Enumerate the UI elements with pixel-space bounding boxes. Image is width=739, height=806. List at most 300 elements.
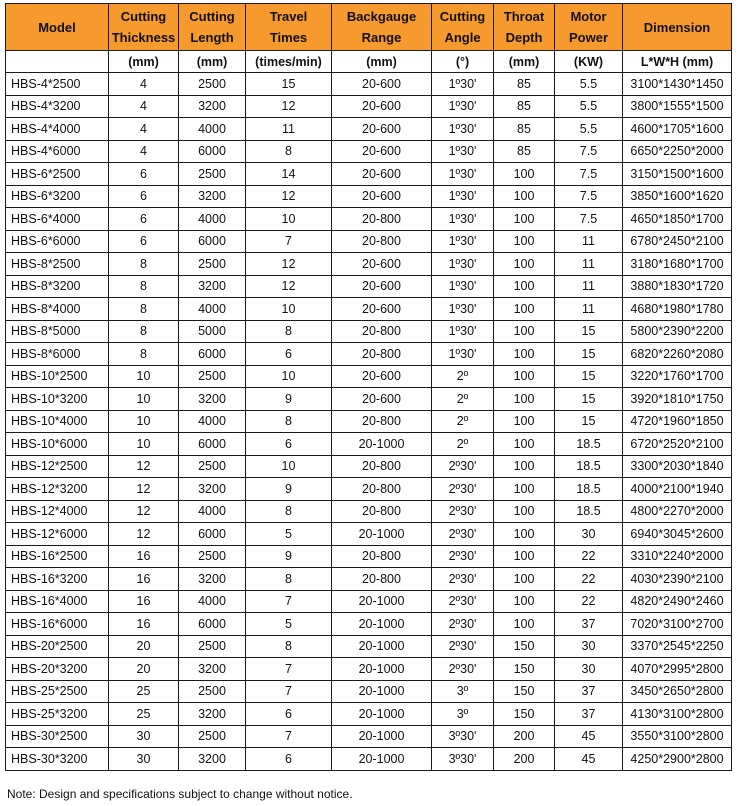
table-row — [6, 320, 732, 343]
unit-cell-backgauge: (mm) — [332, 51, 432, 73]
cell-throat: 85 — [494, 73, 555, 96]
table-row — [6, 73, 732, 96]
cell-throat: 150 — [494, 635, 555, 658]
cell-motor: 18.5 — [555, 500, 623, 523]
cell-length: 2500 — [179, 545, 246, 568]
cell-travel: 9 — [246, 388, 332, 411]
cell-length: 4000 — [179, 500, 246, 523]
cell-model: HBS-25*3200 — [6, 703, 109, 726]
cell-thickness: 16 — [109, 613, 179, 636]
table-row — [6, 680, 732, 703]
cell-travel: 7 — [246, 658, 332, 681]
cell-model: HBS-16*2500 — [6, 545, 109, 568]
cell-dimension: 3100*1430*1450 — [623, 73, 732, 96]
cell-dimension: 3550*3100*2800 — [623, 725, 732, 748]
cell-throat: 85 — [494, 95, 555, 118]
cell-model: HBS-30*3200 — [6, 748, 109, 771]
column-header-backgauge — [332, 4, 432, 51]
cell-backgauge: 20-800 — [332, 320, 432, 343]
cell-length: 3200 — [179, 748, 246, 771]
cell-dimension: 3310*2240*2000 — [623, 545, 732, 568]
cell-backgauge: 20-800 — [332, 455, 432, 478]
column-header-thickness — [109, 4, 179, 51]
cell-motor: 7.5 — [555, 208, 623, 231]
cell-model: HBS-4*6000 — [6, 140, 109, 163]
table-row — [6, 613, 732, 636]
cell-motor: 15 — [555, 343, 623, 366]
cell-dimension: 6940*3045*2600 — [623, 523, 732, 546]
cell-model: HBS-4*4000 — [6, 118, 109, 141]
cell-backgauge: 20-600 — [332, 298, 432, 321]
cell-backgauge: 20-600 — [332, 253, 432, 276]
cell-throat: 100 — [494, 275, 555, 298]
cell-model: HBS-8*2500 — [6, 253, 109, 276]
unit-cell-travel: (times/min) — [246, 51, 332, 73]
cell-backgauge: 20-1000 — [332, 680, 432, 703]
cell-length: 3200 — [179, 568, 246, 591]
cell-dimension: 4000*2100*1940 — [623, 478, 732, 501]
cell-thickness: 30 — [109, 725, 179, 748]
table-row — [6, 95, 732, 118]
cell-length: 6000 — [179, 613, 246, 636]
cell-angle: 2º — [432, 410, 494, 433]
table-row — [6, 275, 732, 298]
cell-travel: 14 — [246, 163, 332, 186]
cell-thickness: 6 — [109, 230, 179, 253]
cell-throat: 100 — [494, 298, 555, 321]
cell-motor: 22 — [555, 568, 623, 591]
table-row — [6, 523, 732, 546]
cell-motor: 7.5 — [555, 140, 623, 163]
cell-backgauge: 20-1000 — [332, 725, 432, 748]
cell-backgauge: 20-800 — [332, 343, 432, 366]
cell-travel: 8 — [246, 568, 332, 591]
cell-throat: 100 — [494, 163, 555, 186]
cell-travel: 7 — [246, 680, 332, 703]
column-header-line: Cutting — [120, 9, 167, 24]
cell-travel: 8 — [246, 410, 332, 433]
cell-throat: 85 — [494, 140, 555, 163]
cell-length: 3200 — [179, 658, 246, 681]
cell-dimension: 4650*1850*1700 — [623, 208, 732, 231]
cell-model: HBS-4*3200 — [6, 95, 109, 118]
cell-motor: 30 — [555, 635, 623, 658]
table-row — [6, 725, 732, 748]
cell-backgauge: 20-600 — [332, 185, 432, 208]
cell-motor: 11 — [555, 275, 623, 298]
column-header-line: Cutting — [439, 9, 486, 24]
cell-throat: 100 — [494, 230, 555, 253]
cell-backgauge: 20-1000 — [332, 523, 432, 546]
cell-throat: 150 — [494, 703, 555, 726]
cell-travel: 15 — [246, 73, 332, 96]
cell-thickness: 6 — [109, 208, 179, 231]
cell-length: 4000 — [179, 298, 246, 321]
cell-backgauge: 20-600 — [332, 365, 432, 388]
table-row — [6, 658, 732, 681]
cell-thickness: 8 — [109, 320, 179, 343]
cell-angle: 2º30' — [432, 635, 494, 658]
cell-model: HBS-10*6000 — [6, 433, 109, 456]
cell-backgauge: 20-1000 — [332, 658, 432, 681]
cell-throat: 100 — [494, 523, 555, 546]
cell-motor: 15 — [555, 388, 623, 411]
cell-angle: 2º30' — [432, 500, 494, 523]
unit-cell-motor: (KW) — [555, 51, 623, 73]
column-header-throat — [494, 4, 555, 51]
cell-dimension: 6720*2520*2100 — [623, 433, 732, 456]
cell-travel: 8 — [246, 635, 332, 658]
cell-backgauge: 20-600 — [332, 163, 432, 186]
cell-angle: 1º30' — [432, 140, 494, 163]
cell-length: 3200 — [179, 703, 246, 726]
cell-angle: 2º30' — [432, 613, 494, 636]
cell-length: 4000 — [179, 590, 246, 613]
cell-model: HBS-16*4000 — [6, 590, 109, 613]
cell-angle: 3º30' — [432, 748, 494, 771]
cell-dimension: 5800*2390*2200 — [623, 320, 732, 343]
cell-travel: 10 — [246, 455, 332, 478]
cell-model: HBS-20*3200 — [6, 658, 109, 681]
cell-travel: 10 — [246, 298, 332, 321]
cell-travel: 8 — [246, 320, 332, 343]
table-row — [6, 545, 732, 568]
table-row — [6, 703, 732, 726]
cell-thickness: 4 — [109, 73, 179, 96]
cell-thickness: 12 — [109, 523, 179, 546]
cell-length: 6000 — [179, 140, 246, 163]
cell-thickness: 16 — [109, 590, 179, 613]
table-row — [6, 748, 732, 771]
table-row — [6, 478, 732, 501]
footnote: Note: Design and specifications subject to change without notice. — [7, 787, 353, 801]
cell-angle: 2º — [432, 365, 494, 388]
column-header-line: Backgauge — [346, 9, 417, 24]
column-header-line: Motor — [570, 9, 607, 24]
cell-motor: 45 — [555, 725, 623, 748]
spec-table — [5, 3, 732, 771]
cell-model: HBS-10*4000 — [6, 410, 109, 433]
table-row — [6, 208, 732, 231]
cell-angle: 1º30' — [432, 275, 494, 298]
cell-model: HBS-25*2500 — [6, 680, 109, 703]
cell-travel: 12 — [246, 185, 332, 208]
cell-dimension: 3880*1830*1720 — [623, 275, 732, 298]
cell-backgauge: 20-800 — [332, 500, 432, 523]
cell-travel: 7 — [246, 725, 332, 748]
cell-thickness: 30 — [109, 748, 179, 771]
cell-model: HBS-12*2500 — [6, 455, 109, 478]
column-header-line: Travel — [269, 9, 308, 24]
cell-dimension: 6780*2450*2100 — [623, 230, 732, 253]
cell-dimension: 4250*2900*2800 — [623, 748, 732, 771]
cell-travel: 8 — [246, 500, 332, 523]
cell-thickness: 16 — [109, 545, 179, 568]
cell-length: 2500 — [179, 635, 246, 658]
cell-motor: 22 — [555, 590, 623, 613]
cell-throat: 150 — [494, 680, 555, 703]
cell-motor: 11 — [555, 230, 623, 253]
cell-throat: 100 — [494, 320, 555, 343]
cell-angle: 1º30' — [432, 298, 494, 321]
cell-motor: 15 — [555, 320, 623, 343]
cell-dimension: 4070*2995*2800 — [623, 658, 732, 681]
table-row — [6, 455, 732, 478]
cell-model: HBS-12*6000 — [6, 523, 109, 546]
cell-throat: 85 — [494, 118, 555, 141]
cell-model: HBS-6*4000 — [6, 208, 109, 231]
cell-model: HBS-6*3200 — [6, 185, 109, 208]
cell-backgauge: 20-600 — [332, 140, 432, 163]
cell-length: 6000 — [179, 523, 246, 546]
cell-backgauge: 20-1000 — [332, 748, 432, 771]
cell-thickness: 8 — [109, 253, 179, 276]
cell-thickness: 12 — [109, 500, 179, 523]
cell-dimension: 6650*2250*2000 — [623, 140, 732, 163]
cell-backgauge: 20-600 — [332, 95, 432, 118]
cell-throat: 100 — [494, 208, 555, 231]
cell-throat: 100 — [494, 433, 555, 456]
cell-length: 3200 — [179, 275, 246, 298]
cell-backgauge: 20-600 — [332, 275, 432, 298]
cell-thickness: 6 — [109, 163, 179, 186]
cell-model: HBS-6*6000 — [6, 230, 109, 253]
cell-backgauge: 20-800 — [332, 545, 432, 568]
cell-length: 2500 — [179, 455, 246, 478]
cell-travel: 6 — [246, 703, 332, 726]
cell-length: 4000 — [179, 208, 246, 231]
cell-angle: 2º30' — [432, 523, 494, 546]
cell-motor: 18.5 — [555, 455, 623, 478]
cell-angle: 2º30' — [432, 568, 494, 591]
cell-length: 2500 — [179, 163, 246, 186]
unit-cell-length: (mm) — [179, 51, 246, 73]
cell-throat: 100 — [494, 410, 555, 433]
cell-angle: 3º — [432, 680, 494, 703]
cell-thickness: 10 — [109, 410, 179, 433]
cell-thickness: 4 — [109, 140, 179, 163]
cell-length: 5000 — [179, 320, 246, 343]
cell-backgauge: 20-800 — [332, 568, 432, 591]
cell-angle: 1º30' — [432, 253, 494, 276]
cell-angle: 2º30' — [432, 590, 494, 613]
cell-throat: 100 — [494, 185, 555, 208]
column-header-line: Length — [190, 30, 234, 45]
cell-travel: 6 — [246, 433, 332, 456]
cell-thickness: 12 — [109, 455, 179, 478]
cell-throat: 100 — [494, 478, 555, 501]
cell-thickness: 8 — [109, 275, 179, 298]
cell-thickness: 25 — [109, 703, 179, 726]
cell-motor: 5.5 — [555, 95, 623, 118]
cell-travel: 9 — [246, 545, 332, 568]
cell-length: 2500 — [179, 73, 246, 96]
cell-thickness: 6 — [109, 185, 179, 208]
cell-travel: 5 — [246, 523, 332, 546]
table-body — [6, 73, 732, 771]
cell-throat: 200 — [494, 748, 555, 771]
cell-model: HBS-8*5000 — [6, 320, 109, 343]
cell-throat: 200 — [494, 725, 555, 748]
cell-length: 6000 — [179, 433, 246, 456]
table-row — [6, 388, 732, 411]
cell-thickness: 4 — [109, 118, 179, 141]
cell-angle: 1º30' — [432, 118, 494, 141]
cell-model: HBS-30*2500 — [6, 725, 109, 748]
cell-travel: 12 — [246, 95, 332, 118]
cell-travel: 5 — [246, 613, 332, 636]
cell-dimension: 3850*1600*1620 — [623, 185, 732, 208]
column-header-line: Times — [269, 30, 308, 45]
cell-thickness: 8 — [109, 343, 179, 366]
cell-backgauge: 20-1000 — [332, 590, 432, 613]
cell-motor: 18.5 — [555, 433, 623, 456]
cell-length: 3200 — [179, 388, 246, 411]
cell-motor: 15 — [555, 410, 623, 433]
unit-cell-throat: (mm) — [494, 51, 555, 73]
cell-dimension: 4600*1705*1600 — [623, 118, 732, 141]
cell-dimension: 3150*1500*1600 — [623, 163, 732, 186]
cell-thickness: 25 — [109, 680, 179, 703]
table-row — [6, 253, 732, 276]
cell-travel: 9 — [246, 478, 332, 501]
cell-motor: 11 — [555, 253, 623, 276]
cell-dimension: 4130*3100*2800 — [623, 703, 732, 726]
cell-dimension: 6820*2260*2080 — [623, 343, 732, 366]
cell-dimension: 4680*1980*1780 — [623, 298, 732, 321]
cell-throat: 100 — [494, 613, 555, 636]
column-header-model — [6, 4, 109, 51]
unit-cell-thickness: (mm) — [109, 51, 179, 73]
column-header-motor — [555, 4, 623, 51]
cell-model: HBS-8*4000 — [6, 298, 109, 321]
column-header-line: Thickness — [111, 30, 176, 45]
table-row — [6, 163, 732, 186]
cell-angle: 1º30' — [432, 208, 494, 231]
cell-angle: 3º — [432, 703, 494, 726]
cell-motor: 7.5 — [555, 185, 623, 208]
cell-length: 4000 — [179, 118, 246, 141]
column-header-line: Dimension — [643, 19, 711, 35]
header-row — [6, 4, 732, 51]
cell-motor: 30 — [555, 523, 623, 546]
cell-dimension: 7020*3100*2700 — [623, 613, 732, 636]
cell-model: HBS-8*6000 — [6, 343, 109, 366]
cell-dimension: 4820*2490*2460 — [623, 590, 732, 613]
cell-angle: 2º30' — [432, 545, 494, 568]
cell-angle: 2º30' — [432, 478, 494, 501]
cell-model: HBS-16*3200 — [6, 568, 109, 591]
table-row — [6, 298, 732, 321]
cell-angle: 1º30' — [432, 163, 494, 186]
cell-length: 2500 — [179, 253, 246, 276]
cell-model: HBS-4*2500 — [6, 73, 109, 96]
cell-angle: 1º30' — [432, 73, 494, 96]
table-row — [6, 118, 732, 141]
column-header-line: Throat — [503, 9, 545, 24]
cell-dimension: 3300*2030*1840 — [623, 455, 732, 478]
cell-angle: 1º30' — [432, 185, 494, 208]
cell-motor: 15 — [555, 365, 623, 388]
cell-thickness: 16 — [109, 568, 179, 591]
cell-angle: 1º30' — [432, 343, 494, 366]
table-row — [6, 365, 732, 388]
cell-thickness: 12 — [109, 478, 179, 501]
cell-throat: 150 — [494, 658, 555, 681]
cell-length: 6000 — [179, 230, 246, 253]
cell-backgauge: 20-1000 — [332, 635, 432, 658]
cell-backgauge: 20-600 — [332, 118, 432, 141]
cell-travel: 12 — [246, 275, 332, 298]
cell-length: 2500 — [179, 725, 246, 748]
cell-dimension: 3370*2545*2250 — [623, 635, 732, 658]
cell-model: HBS-12*3200 — [6, 478, 109, 501]
column-header-length — [179, 4, 246, 51]
cell-thickness: 8 — [109, 298, 179, 321]
cell-throat: 100 — [494, 590, 555, 613]
cell-throat: 100 — [494, 545, 555, 568]
cell-thickness: 10 — [109, 388, 179, 411]
column-header-line: Power — [568, 30, 608, 45]
cell-throat: 100 — [494, 455, 555, 478]
cell-travel: 8 — [246, 140, 332, 163]
cell-angle: 2º — [432, 433, 494, 456]
cell-angle: 2º30' — [432, 658, 494, 681]
cell-motor: 11 — [555, 298, 623, 321]
cell-model: HBS-8*3200 — [6, 275, 109, 298]
unit-cell-angle: (°) — [432, 51, 494, 73]
cell-travel: 7 — [246, 230, 332, 253]
cell-angle: 1º30' — [432, 230, 494, 253]
cell-throat: 100 — [494, 388, 555, 411]
cell-travel: 10 — [246, 208, 332, 231]
cell-thickness: 20 — [109, 658, 179, 681]
column-header-angle — [432, 4, 494, 51]
cell-dimension: 3180*1680*1700 — [623, 253, 732, 276]
cell-model: HBS-6*2500 — [6, 163, 109, 186]
cell-travel: 12 — [246, 253, 332, 276]
cell-throat: 100 — [494, 365, 555, 388]
cell-length: 2500 — [179, 365, 246, 388]
cell-travel: 10 — [246, 365, 332, 388]
cell-thickness: 4 — [109, 95, 179, 118]
table-row — [6, 635, 732, 658]
cell-length: 2500 — [179, 680, 246, 703]
cell-model: HBS-10*3200 — [6, 388, 109, 411]
cell-backgauge: 20-800 — [332, 208, 432, 231]
cell-backgauge: 20-1000 — [332, 703, 432, 726]
cell-dimension: 4800*2270*2000 — [623, 500, 732, 523]
table-row — [6, 410, 732, 433]
cell-backgauge: 20-800 — [332, 230, 432, 253]
table-row — [6, 343, 732, 366]
cell-model: HBS-10*2500 — [6, 365, 109, 388]
cell-length: 4000 — [179, 410, 246, 433]
cell-backgauge: 20-600 — [332, 73, 432, 96]
cell-dimension: 3450*2650*2800 — [623, 680, 732, 703]
cell-motor: 22 — [555, 545, 623, 568]
cell-angle: 1º30' — [432, 95, 494, 118]
cell-motor: 37 — [555, 613, 623, 636]
cell-dimension: 4720*1960*1850 — [623, 410, 732, 433]
cell-motor: 37 — [555, 703, 623, 726]
cell-model: HBS-20*2500 — [6, 635, 109, 658]
cell-throat: 100 — [494, 568, 555, 591]
cell-motor: 5.5 — [555, 73, 623, 96]
cell-thickness: 10 — [109, 433, 179, 456]
cell-angle: 2º — [432, 388, 494, 411]
cell-motor: 45 — [555, 748, 623, 771]
